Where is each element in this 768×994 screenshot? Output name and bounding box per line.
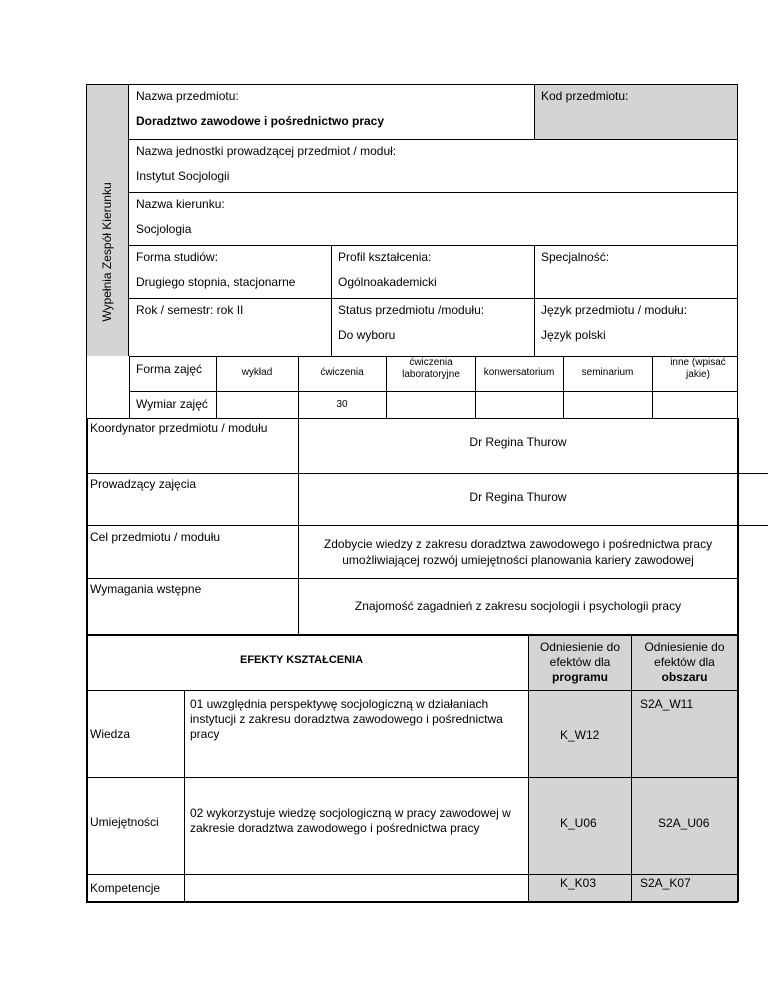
outcome-program-umiejetnosci: K_U06 (560, 816, 597, 830)
outcome-area-umiejetnosci: S2A_U06 (658, 816, 710, 830)
language-label: Język przedmiotu / modułu: (541, 303, 688, 317)
goal-label: Cel przedmiotu / modułu (90, 530, 221, 544)
field-value: Socjologia (136, 222, 192, 236)
outcome-category-wiedza: Wiedza (90, 727, 131, 741)
study-form-label: Forma studiów: (136, 250, 219, 264)
teacher-label: Prowadzący zajęcia (90, 477, 197, 491)
coordinator-value: Dr Regina Thurow (469, 435, 567, 449)
unit-label: Nazwa jednostki prowadzącej przedmiot / moduł: (136, 144, 397, 158)
ref-program-line1: Odniesienie do (539, 640, 621, 654)
class-type-wyklad: wykład (241, 367, 273, 378)
hours-label: Wymiar zajęć (136, 397, 208, 411)
prereq-label: Wymagania wstępne (90, 582, 202, 596)
profile-value: Ogólnoakademicki (338, 275, 437, 289)
field-label: Nazwa kierunku: (136, 197, 225, 211)
language-value: Język polski (541, 328, 606, 342)
class-type-lab: ćwiczenia laboratoryjne (402, 357, 460, 380)
outcome-category-kompetencje: Kompetencje (90, 881, 161, 895)
subject-name-value: Doradztwo zawodowe i pośrednictwo pracy (136, 114, 385, 128)
subject-code-label: Kod przedmiotu: (541, 89, 629, 103)
class-form-label: Forma zajęć (136, 362, 203, 376)
hours-cwiczenia: 30 (336, 399, 348, 410)
prereq-value: Znajomość zagadnień z zakresu socjologii i psychologii pracy (354, 599, 682, 613)
ref-area-line1: Odniesienie do (644, 640, 725, 654)
subject-name-label: Nazwa przedmiotu: (136, 89, 239, 103)
outcome-desc-wiedza-2: instytucji z zakresu doradztwa zawodowego i pośrednictwa (190, 712, 503, 726)
goal-line1: Zdobycie wiedzy z zakresu doradztwa zawodowego i pośrednictwa pracy (323, 537, 713, 551)
ref-program-line2: efektów dla (549, 655, 611, 669)
class-type-seminarium: seminarium (581, 367, 634, 378)
study-form-value: Drugiego stopnia, stacjonarne (136, 275, 296, 289)
coordinator-label: Koordynator przedmiotu / modułu (90, 421, 268, 435)
outcome-area-kompetencje: S2A_K07 (640, 876, 691, 890)
class-type-inne: inne (wpisać jakie) (670, 357, 726, 380)
class-type-cwiczenia: ćwiczenia (320, 367, 364, 378)
outcome-desc-wiedza-1: 01 uwzględnia perspektywę socjologiczną w działaniach (190, 697, 489, 711)
outcomes-title: EFEKTY KSZTAŁCENIA (240, 654, 364, 666)
specialty-label: Specjalność: (541, 250, 610, 264)
goal-line2: umożliwiającej rozwój umiejętności planowania kariery zawodowej (342, 553, 694, 567)
outcome-program-wiedza: K_W12 (560, 728, 600, 742)
ref-area-line3: obszaru (661, 670, 708, 684)
outcome-desc-wiedza-3: pracy (190, 727, 220, 741)
status-label: Status przedmiotu /modułu: (338, 303, 485, 317)
unit-value: Instytut Socjologii (136, 169, 230, 183)
teacher-value: Dr Regina Thurow (469, 490, 567, 504)
vertical-label: Wypełnia Zespół Kierunku (100, 182, 114, 322)
profile-label: Profil kształcenia: (338, 250, 432, 264)
outcome-program-kompetencje: K_K03 (560, 876, 597, 890)
ref-area-line2: efektów dla (654, 655, 715, 669)
status-value: Do wyboru (338, 328, 396, 342)
outcome-desc-umiejetnosci-1: 02 wykorzystuje wiedzę socjologiczną w pracy zawodowej w (190, 806, 511, 820)
outcome-area-wiedza: S2A_W11 (640, 697, 694, 711)
class-type-konwersatorium: konwersatorium (483, 367, 555, 378)
outcome-category-umiejetnosci: Umiejętności (90, 815, 159, 829)
ref-program-line3: programu (551, 670, 608, 684)
outcome-desc-umiejetnosci-2: zakresie doradztwa zawodowego i pośrednictwa pracy (190, 821, 480, 835)
year-label: Rok / semestr: rok II (136, 303, 244, 317)
